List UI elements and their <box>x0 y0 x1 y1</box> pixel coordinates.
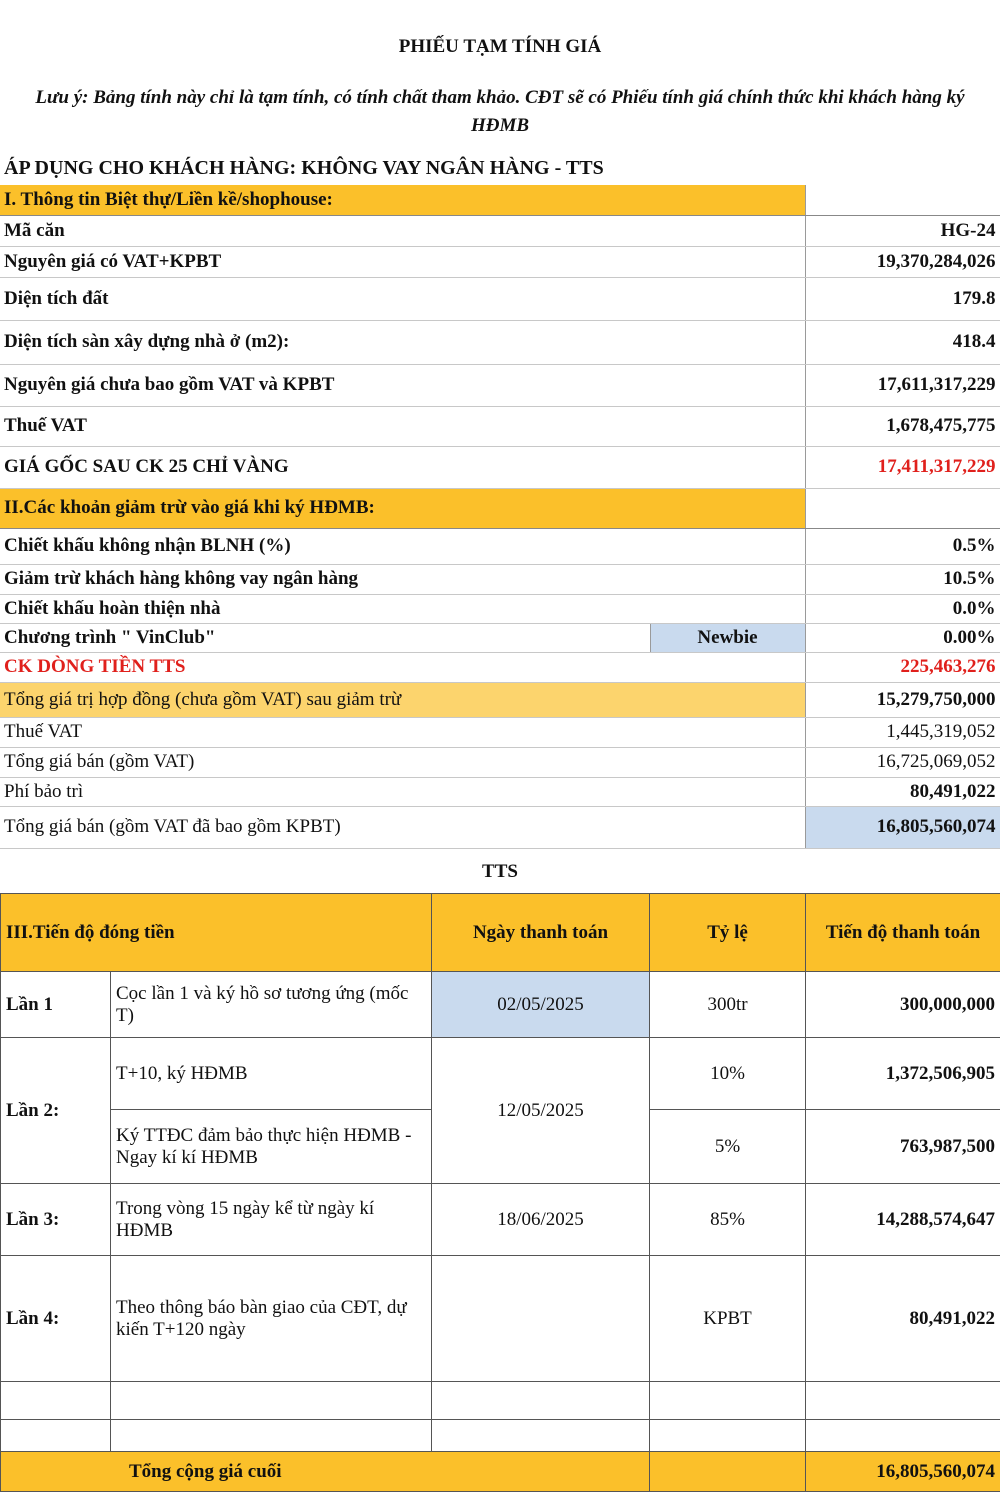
no-loan-value: 10.5% <box>805 564 1000 594</box>
grand-total-amount: 16,805,560,074 <box>806 1452 1000 1492</box>
schedule-title: III.Tiến độ đóng tiền <box>1 894 432 972</box>
land-area-value: 179.8 <box>805 277 1000 320</box>
gross-price-value: 19,370,284,026 <box>805 246 1000 277</box>
deduction-row <box>0 564 1000 594</box>
installment-ratio: 10% <box>650 1038 806 1110</box>
deduction-row <box>0 777 1000 806</box>
page-title: PHIẾU TẠM TÍNH GIÁ <box>398 36 602 57</box>
section2-header-row <box>0 488 1000 528</box>
installment-amount: 300,000,000 <box>806 972 1000 1038</box>
net-price-value: 17,611,317,229 <box>805 364 1000 406</box>
installment-date: 18/06/2025 <box>432 1184 650 1256</box>
deduction-row <box>0 747 1000 777</box>
info-row <box>0 277 1000 320</box>
maintenance-value: 80,491,022 <box>805 777 1000 806</box>
installment-ratio: KPBT <box>650 1256 806 1382</box>
installment-row <box>1 1038 1000 1110</box>
maintenance-label: Phí bảo trì <box>0 777 805 806</box>
sale-total-value: 16,805,560,074 <box>805 806 1000 848</box>
base-price-value: 17,411,317,229 <box>805 446 1000 488</box>
installment-label: Lần 4: <box>1 1256 111 1382</box>
grand-total-label: Tổng cộng giá cuối <box>1 1452 650 1492</box>
contract-total-value: 15,279,750,000 <box>805 682 1000 717</box>
installment-amount: 1,372,506,905 <box>806 1038 1000 1110</box>
deduction-row <box>0 717 1000 747</box>
gross-price-label: Nguyên giá có VAT+KPBT <box>0 246 805 277</box>
installment-date: 12/05/2025 <box>432 1038 650 1184</box>
sale-vat-value: 16,725,069,052 <box>805 747 1000 777</box>
payment-schedule-table <box>0 893 1000 1492</box>
unit-code-value: HG-24 <box>805 215 1000 246</box>
installment-desc: Theo thông báo bàn giao của CĐT, dự kiến T+120 ngày <box>111 1256 432 1382</box>
info-row <box>0 446 1000 488</box>
installment-amount: 14,288,574,647 <box>806 1184 1000 1256</box>
no-loan-label: Giảm trừ khách hàng không vay ngân hàng <box>0 564 805 594</box>
installment-desc: Cọc lần 1 và ký hồ sơ tương ứng (mốc T) <box>111 972 432 1038</box>
customer-type-heading: ÁP DỤNG CHO KHÁCH HÀNG: KHÔNG VAY NGÂN HÀNG - TTS <box>4 157 604 179</box>
date-header: Ngày thanh toán <box>432 894 650 972</box>
installment-label: Lần 2: <box>1 1038 111 1184</box>
installment-desc: T+10, ký HĐMB <box>111 1038 432 1110</box>
deduction-row <box>0 682 1000 717</box>
vinclub-label: Chương trình " VinClub" <box>0 623 650 652</box>
section1-header: I. Thông tin Biệt thự/Liền kề/shophouse: <box>0 185 805 215</box>
deduction-row <box>0 652 1000 682</box>
installment-label: Lần 1 <box>1 972 111 1038</box>
land-area-label: Diện tích đất <box>0 277 805 320</box>
deduction-row <box>0 594 1000 623</box>
vat-value: 1,678,475,775 <box>805 406 1000 446</box>
amount-header: Tiến độ thanh toán <box>806 894 1000 972</box>
finish-label: Chiết khấu hoàn thiện nhà <box>0 594 805 623</box>
grand-total-row <box>1 1452 1000 1492</box>
deduction-row <box>0 806 1000 848</box>
vinclub-value: 0.00% <box>805 623 1000 652</box>
sale-total-label: Tổng giá bán (gồm VAT đã bao gồm KPBT) <box>0 806 805 848</box>
ratio-header: Tỷ lệ <box>650 894 806 972</box>
installment-ratio: 85% <box>650 1184 806 1256</box>
disclaimer-note: Lưu ý: Bảng tính này chỉ là tạm tính, có tính chất tham khảo. CĐT sẽ có Phiếu tính giá chính thức khi khách hàng ký HĐMB <box>35 87 965 136</box>
blnh-value: 0.5% <box>805 528 1000 564</box>
info-row <box>0 320 1000 364</box>
installment-desc: Trong vòng 15 ngày kể từ ngày kí HĐMB <box>111 1184 432 1256</box>
vat2-label: Thuế VAT <box>0 717 805 747</box>
tts-label: TTS <box>482 861 518 882</box>
blnh-label: Chiết khấu không nhận BLNH (%) <box>0 528 805 564</box>
installment-label: Lần 3: <box>1 1184 111 1256</box>
floor-area-label: Diện tích sàn xây dựng nhà ở (m2): <box>0 320 805 364</box>
installment-date[interactable]: 02/05/2025 <box>432 972 650 1038</box>
info-row <box>0 364 1000 406</box>
info-row <box>0 215 1000 246</box>
deduction-row <box>0 528 1000 564</box>
installment-amount: 763,987,500 <box>806 1110 1000 1184</box>
vinclub-tier[interactable]: Newbie <box>650 623 805 652</box>
sale-vat-label: Tổng giá bán (gồm VAT) <box>0 747 805 777</box>
installment-row <box>1 1184 1000 1256</box>
installment-ratio: 5% <box>650 1110 806 1184</box>
unit-code-label: Mã căn <box>0 215 805 246</box>
info-row <box>0 406 1000 446</box>
installment-desc: Ký TTĐC đảm bảo thực hiện HĐMB - Ngay kí kí HĐMB <box>111 1110 432 1184</box>
installment-row <box>1 972 1000 1038</box>
vat2-value: 1,445,319,052 <box>805 717 1000 747</box>
installment-amount: 80,491,022 <box>806 1256 1000 1382</box>
floor-area-value: 418.4 <box>805 320 1000 364</box>
finish-value: 0.0% <box>805 594 1000 623</box>
empty-row <box>1 1382 1000 1420</box>
contract-total-label: Tổng giá trị hợp đồng (chưa gồm VAT) sau giảm trừ <box>0 682 805 717</box>
empty-row <box>1 1420 1000 1452</box>
cashflow-label: CK DÒNG TIỀN TTS <box>0 652 805 682</box>
vat-label: Thuế VAT <box>0 406 805 446</box>
cashflow-value: 225,463,276 <box>805 652 1000 682</box>
base-price-label: GIÁ GỐC SAU CK 25 CHỈ VÀNG <box>0 446 805 488</box>
section2-header: II.Các khoản giảm trừ vào giá khi ký HĐMB: <box>0 488 805 528</box>
installment-date <box>432 1256 650 1382</box>
unit-info-table <box>0 185 1000 849</box>
installment-row <box>1 1256 1000 1382</box>
schedule-header-row <box>1 894 1000 972</box>
info-row <box>0 246 1000 277</box>
section1-header-row <box>0 185 1000 215</box>
net-price-label: Nguyên giá chưa bao gồm VAT và KPBT <box>0 364 805 406</box>
installment-ratio: 300tr <box>650 972 806 1038</box>
deduction-row <box>0 623 1000 652</box>
